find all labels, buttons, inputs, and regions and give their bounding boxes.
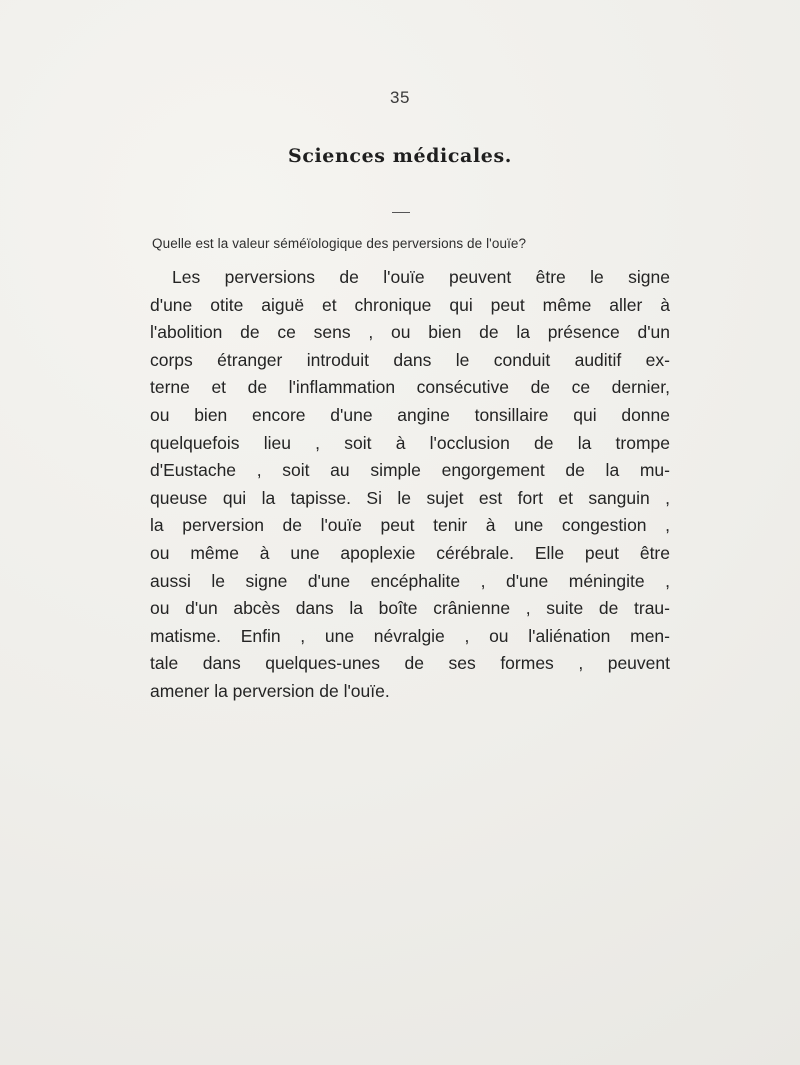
title-divider [392, 212, 410, 213]
paragraph-line: l'abolition de ce sens , ou bien de la présence d'un [150, 322, 670, 343]
body-paragraph [150, 264, 670, 706]
paragraph-line: d'Eustache , soit au simple engorgement de la mu- [150, 460, 670, 481]
paragraph-line: Les perversions de l'ouïe peuvent être le signe [172, 267, 670, 287]
paragraph-line: aussi le signe d'une encéphalite , d'une méningite , [150, 570, 670, 591]
paragraph-line: queuse qui la tapisse. Si le sujet est fort et sanguin , [150, 487, 670, 508]
paragraph-line: d'une otite aiguë et chronique qui peut même aller à [150, 294, 670, 315]
paragraph-line: matisme. Enfin , une névralgie , ou l'aliénation men- [150, 625, 670, 646]
paragraph-line: amener la perversion de l'ouïe. [150, 680, 390, 701]
page-number: 35 [390, 88, 410, 107]
paragraph-line: ou même à une apoplexie cérébrale. Elle peut être [150, 542, 670, 563]
paragraph-line: ou bien encore d'une angine tonsillaire qui donne [150, 404, 670, 425]
section-title: Sciences médicales. [288, 145, 512, 167]
paragraph-line: quelquefois lieu , soit à l'occlusion de la trompe [150, 432, 670, 453]
paragraph-line: ou d'un abcès dans la boîte crânienne , suite de trau- [150, 598, 670, 619]
paragraph-line: tale dans quelques-unes de ses formes , peuvent [150, 653, 670, 674]
paragraph-line: terne et de l'inflammation consécutive de ce dernier, [150, 377, 670, 398]
question-heading: Quelle est la valeur séméïologique des perversions de l'ouïe? [152, 236, 527, 251]
paragraph-line: la perversion de l'ouïe peut tenir à une congestion , [150, 515, 670, 536]
paragraph-line: corps étranger introduit dans le conduit auditif ex- [150, 349, 670, 370]
